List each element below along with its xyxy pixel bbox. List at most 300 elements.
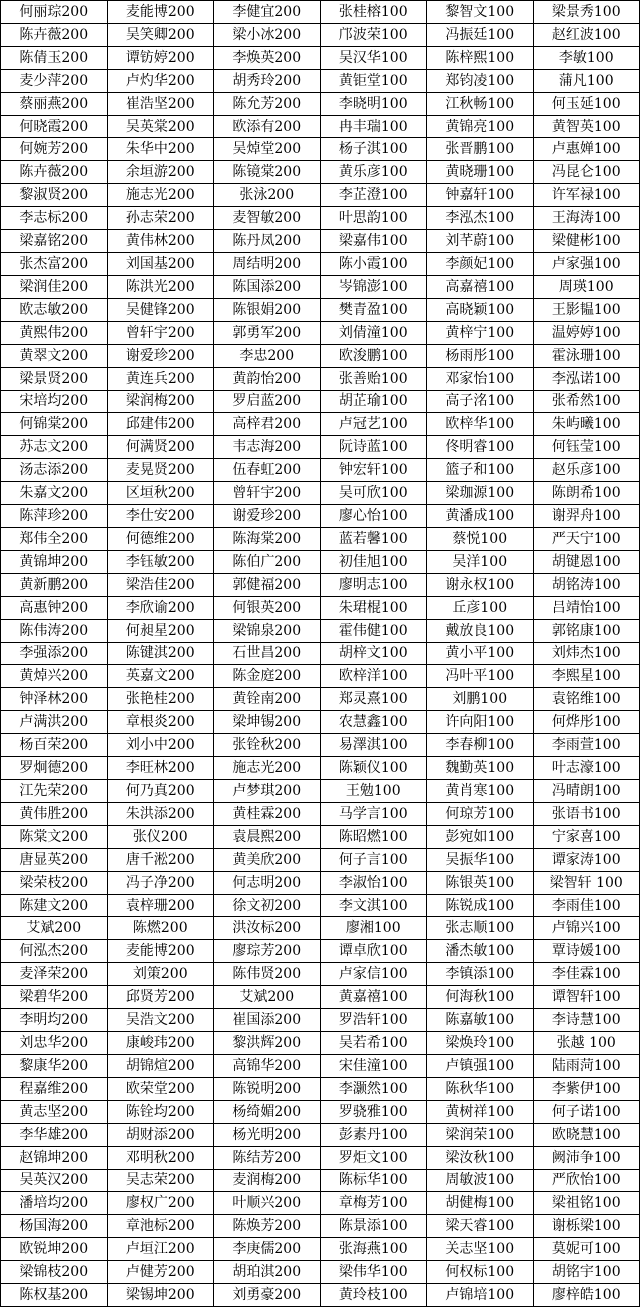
table-cell: 欧梓华100 (427, 413, 534, 436)
table-cell: 何子言100 (321, 849, 428, 872)
table-cell: 李文淇100 (321, 895, 428, 918)
table-cell: 陈国添200 (214, 276, 321, 299)
table-cell: 黄玲枝100 (321, 1284, 428, 1307)
table-cell: 陈锐明200 (214, 1078, 321, 1101)
table-cell: 李晓明100 (321, 93, 428, 116)
table-cell: 陈伟贤200 (214, 963, 321, 986)
table-cell: 英嘉文200 (108, 665, 215, 688)
table-cell: 王影韫100 (534, 299, 640, 322)
table-cell: 陈昭燃100 (321, 826, 428, 849)
table-cell: 张艳桂200 (108, 688, 215, 711)
table-cell: 李熙星100 (534, 665, 640, 688)
table-cell: 李镇添100 (427, 963, 534, 986)
table-cell: 谭智轩100 (534, 986, 640, 1009)
table-cell: 卢梦琪200 (214, 780, 321, 803)
table-cell: 李佳霖100 (534, 963, 640, 986)
table-cell: 黄连兵200 (108, 368, 215, 391)
table-cell: 黄美欣200 (214, 849, 321, 872)
table-cell: 陈秋华100 (427, 1078, 534, 1101)
table-cell: 麦少萍200 (1, 70, 108, 93)
table-cell: 梁小冰200 (214, 24, 321, 47)
table-cell: 郭健福200 (214, 574, 321, 597)
table-cell: 卢惠婵100 (534, 138, 640, 161)
table-cell: 李芷澄100 (321, 184, 428, 207)
table-cell: 陈棠文200 (1, 826, 108, 849)
table-cell: 卢垣江200 (108, 1238, 215, 1261)
table-cell: 许军禄100 (534, 184, 640, 207)
table-cell: 廖琮芳200 (214, 940, 321, 963)
table-cell: 魏勤英100 (427, 757, 534, 780)
table-cell: 卢灼华200 (108, 70, 215, 93)
table-cell: 李焕英200 (214, 47, 321, 70)
table-cell: 黄韵怡200 (214, 368, 321, 391)
table-cell: 梁润佳200 (1, 276, 108, 299)
table-cell: 谭钫婷200 (108, 47, 215, 70)
table-cell: 麦能博200 (108, 1, 215, 24)
table-cell: 谢羿舟100 (534, 505, 640, 528)
table-cell: 钟嘉轩100 (427, 184, 534, 207)
table-cell: 章根炎200 (108, 711, 215, 734)
table-cell: 麦晃贤200 (108, 459, 215, 482)
table-cell: 李雨佳100 (534, 895, 640, 918)
table-cell: 黄潘成100 (427, 505, 534, 528)
table-cell: 汤志添200 (1, 459, 108, 482)
table-cell: 欧志敏200 (1, 299, 108, 322)
table-cell: 梁锦枝200 (1, 1261, 108, 1284)
table-cell: 朱屿曦100 (534, 413, 640, 436)
table-cell: 何玉延100 (534, 93, 640, 116)
table-cell: 杨国海200 (1, 1215, 108, 1238)
table-cell: 谢爱珍200 (108, 345, 215, 368)
table-cell: 陈朗希100 (534, 482, 640, 505)
table-cell: 陈伯广200 (214, 551, 321, 574)
table-cell: 黄铨南200 (214, 688, 321, 711)
table-cell: 胡梓文100 (321, 643, 428, 666)
table-cell: 陈允芳200 (214, 93, 321, 116)
table-cell: 初佳旭100 (321, 551, 428, 574)
table-cell: 施志光200 (214, 757, 321, 780)
table-cell: 梁嘉伟100 (321, 230, 428, 253)
table-cell: 黎洪辉200 (214, 1032, 321, 1055)
table-cell: 杨子淇100 (321, 138, 428, 161)
table-cell: 欧晓慧100 (534, 1124, 640, 1147)
table-cell: 邱贤芳200 (108, 986, 215, 1009)
table-cell: 黄嘉禧100 (321, 986, 428, 1009)
table-cell: 谢栎梁100 (534, 1215, 640, 1238)
table-cell: 梁景秀100 (534, 1, 640, 24)
table-cell: 张铨秋200 (214, 734, 321, 757)
table-cell: 陈权基200 (1, 1284, 108, 1307)
table-cell: 陈梓熙100 (427, 47, 534, 70)
table-cell: 陈铨均200 (108, 1101, 215, 1124)
table-cell: 梁汝秋100 (427, 1147, 534, 1170)
table-cell: 严天宁100 (534, 528, 640, 551)
table-cell: 何烨彤100 (534, 711, 640, 734)
table-cell: 艾斌200 (1, 917, 108, 940)
table-cell: 宋佳潼100 (321, 1055, 428, 1078)
table-cell: 吴焯堂200 (214, 138, 321, 161)
table-cell: 吴笑卿200 (108, 24, 215, 47)
table-cell: 麦智敏200 (214, 207, 321, 230)
table-cell: 刘勇豪200 (214, 1284, 321, 1307)
table-cell: 陈建文200 (1, 895, 108, 918)
table-cell: 冯子净200 (108, 872, 215, 895)
table-cell: 邝波荣100 (321, 24, 428, 47)
table-cell: 卢锦兴100 (534, 917, 640, 940)
table-cell: 陈银娟200 (214, 299, 321, 322)
table-cell: 钟宏轩100 (321, 459, 428, 482)
table-cell: 高惠钟200 (1, 597, 108, 620)
table-cell: 黄肖寒100 (427, 780, 534, 803)
table-cell: 唐显英200 (1, 849, 108, 872)
table-cell: 陈丹凤200 (214, 230, 321, 253)
table-cell: 廖心怡100 (321, 505, 428, 528)
table-cell: 张泳200 (214, 184, 321, 207)
table-cell: 梁智轩 100 (534, 872, 640, 895)
table-cell: 韦志海200 (214, 436, 321, 459)
table-cell: 赵锦坤200 (1, 1147, 108, 1170)
table-cell: 朱洪添200 (108, 803, 215, 826)
table-cell: 罗启蓝200 (214, 391, 321, 414)
table-cell: 黄锦亮100 (427, 116, 534, 139)
table-cell: 黎智文100 (427, 1, 534, 24)
table-cell: 岑锦澎100 (321, 276, 428, 299)
table-cell: 黄梓宁100 (427, 322, 534, 345)
table-cell: 王海涛100 (534, 207, 640, 230)
table-cell: 蒲凡100 (534, 70, 640, 93)
table-cell: 钟泽林200 (1, 688, 108, 711)
table-cell: 黄树祥100 (427, 1101, 534, 1124)
table-cell: 李明均200 (1, 1009, 108, 1032)
table-cell: 易澤淇100 (321, 734, 428, 757)
table-cell: 莫妮可100 (534, 1238, 640, 1261)
table-cell: 梁伟华100 (321, 1261, 428, 1284)
table-cell: 张善贻100 (321, 368, 428, 391)
table-cell: 吴英棠200 (108, 116, 215, 139)
table-cell: 朱嘉文200 (1, 482, 108, 505)
table-cell: 胡健梅100 (427, 1192, 534, 1215)
table-cell: 陈卉薇200 (1, 161, 108, 184)
table-cell: 霍泳珊100 (534, 345, 640, 368)
table-cell: 覃诗媛100 (534, 940, 640, 963)
table-cell: 麦润梅200 (214, 1170, 321, 1193)
table-cell: 胡芷瑜100 (321, 391, 428, 414)
table-cell: 袁梓珊200 (108, 895, 215, 918)
table-cell: 杨绮媚200 (214, 1101, 321, 1124)
table-cell: 唐千淞200 (108, 849, 215, 872)
table-cell: 陈卉薇200 (1, 24, 108, 47)
table-cell: 高锦华200 (214, 1055, 321, 1078)
table-cell: 罗炬文100 (321, 1147, 428, 1170)
table-cell: 黄新鹏200 (1, 574, 108, 597)
table-cell: 胡键恩100 (534, 551, 640, 574)
table-cell: 冯晴朗100 (534, 780, 640, 803)
table-cell: 何泓杰200 (1, 940, 108, 963)
table-cell: 廖湘100 (321, 917, 428, 940)
table-cell: 谢永权100 (427, 574, 534, 597)
table-cell: 篮子和100 (427, 459, 534, 482)
table-cell: 卢健芳200 (108, 1261, 215, 1284)
table-cell: 黎康华200 (1, 1055, 108, 1078)
table-cell: 宁家喜100 (534, 826, 640, 849)
table-cell: 李健宜200 (214, 1, 321, 24)
table-cell: 谢爱珍200 (214, 505, 321, 528)
table-cell: 李泓诺100 (534, 368, 640, 391)
table-cell: 叶志濠100 (534, 757, 640, 780)
table-cell: 冯叶平100 (427, 665, 534, 688)
table-cell: 吴汉华100 (321, 47, 428, 70)
table-cell: 陈萍珍200 (1, 505, 108, 528)
table-cell: 梁焕玲100 (427, 1032, 534, 1055)
table-cell: 陈结芳200 (214, 1147, 321, 1170)
table-cell: 张仪200 (108, 826, 215, 849)
table-cell: 冉丰瑞100 (321, 116, 428, 139)
table-cell: 崔浩坚200 (108, 93, 215, 116)
table-cell: 杨雨彤100 (427, 345, 534, 368)
table-cell: 欧梓洋100 (321, 665, 428, 688)
table-cell: 陈小霞100 (321, 253, 428, 276)
table-cell: 潘培均200 (1, 1192, 108, 1215)
table-cell: 马学言100 (321, 803, 428, 826)
table-cell: 卢家信100 (321, 963, 428, 986)
table-cell: 吴志荣200 (108, 1170, 215, 1193)
table-cell: 李钰敏200 (108, 551, 215, 574)
table-cell: 张晋鹏100 (427, 138, 534, 161)
table-cell: 宋培均200 (1, 391, 108, 414)
table-cell: 李旺林200 (108, 757, 215, 780)
table-cell: 梁碧华200 (1, 986, 108, 1009)
table-cell: 梁嘉铭200 (1, 230, 108, 253)
table-cell: 陈金庭200 (214, 665, 321, 688)
table-cell: 章梅芳100 (321, 1192, 428, 1215)
table-cell: 张越 100 (534, 1032, 640, 1055)
table-cell: 张语书100 (534, 803, 640, 826)
table-cell: 梁珈源100 (427, 482, 534, 505)
table-cell: 罗炯德200 (1, 757, 108, 780)
table-cell: 何婉芳200 (1, 138, 108, 161)
table-cell: 梁荣枝200 (1, 872, 108, 895)
table-cell: 李灏然100 (321, 1078, 428, 1101)
table-cell: 刘鹏100 (427, 688, 534, 711)
table-cell: 黄熙伟200 (1, 322, 108, 345)
table-cell: 吴健锋200 (108, 299, 215, 322)
table-cell: 廖明志100 (321, 574, 428, 597)
table-cell: 朱华中200 (108, 138, 215, 161)
table-cell: 欧锐坤200 (1, 1238, 108, 1261)
table-cell: 高子洺100 (427, 391, 534, 414)
table-cell: 洪汝标200 (214, 917, 321, 940)
table-cell: 黄伟林200 (108, 230, 215, 253)
table-cell: 彭素丹100 (321, 1124, 428, 1147)
table-cell: 袁晨熙200 (214, 826, 321, 849)
table-cell: 冯振廷100 (427, 24, 534, 47)
table-cell: 李敏100 (534, 47, 640, 70)
table-cell: 张杰富200 (1, 253, 108, 276)
table-cell: 廖权广200 (108, 1192, 215, 1215)
table-cell: 郑钧凌100 (427, 70, 534, 93)
table-cell: 严欣怡100 (534, 1170, 640, 1193)
table-cell: 罗骁雅100 (321, 1101, 428, 1124)
table-cell: 张志顺100 (427, 917, 534, 940)
table-cell: 程嘉维200 (1, 1078, 108, 1101)
table-cell: 李华雄200 (1, 1124, 108, 1147)
table-cell: 区垣秋200 (108, 482, 215, 505)
table-cell: 何满贤200 (108, 436, 215, 459)
table-cell: 梁锡坤200 (108, 1284, 215, 1307)
table-cell: 孙志荣200 (108, 207, 215, 230)
table-cell: 黄智英100 (534, 116, 640, 139)
table-cell: 康峻玮200 (108, 1032, 215, 1055)
table-cell: 吴可欣100 (321, 482, 428, 505)
table-cell: 何志明200 (214, 872, 321, 895)
table-cell: 冯昆仑100 (534, 161, 640, 184)
table-cell: 欧添有200 (214, 116, 321, 139)
table-cell: 王勉100 (321, 780, 428, 803)
table-cell: 刘小中200 (108, 734, 215, 757)
table-cell: 梁润荣100 (427, 1124, 534, 1147)
table-cell: 麦能博200 (108, 940, 215, 963)
table-cell: 何昶星200 (108, 620, 215, 643)
table-cell: 何锦棠200 (1, 413, 108, 436)
table-cell: 朱珺棍100 (321, 597, 428, 620)
table-cell: 刘忠华200 (1, 1032, 108, 1055)
table-cell: 黄伟胜200 (1, 803, 108, 826)
table-cell: 李颜妃100 (427, 253, 534, 276)
table-cell: 李泓杰100 (427, 207, 534, 230)
table-cell: 艾斌200 (214, 986, 321, 1009)
table-cell: 吴若希100 (321, 1032, 428, 1055)
table-cell: 蔡悦100 (427, 528, 534, 551)
table-cell: 周瑛100 (534, 276, 640, 299)
table-cell: 李仕安200 (108, 505, 215, 528)
table-cell: 吴英汉200 (1, 1170, 108, 1193)
table-cell: 李雨萱100 (534, 734, 640, 757)
table-cell: 温婷婷100 (534, 322, 640, 345)
table-cell: 麦泽荣200 (1, 963, 108, 986)
table-cell: 陈颖仪100 (321, 757, 428, 780)
table-cell: 江先荣200 (1, 780, 108, 803)
table-cell: 樊青盈100 (321, 299, 428, 322)
table-cell: 梁天睿100 (427, 1215, 534, 1238)
table-cell: 崔国添200 (214, 1009, 321, 1032)
table-cell: 叶思韵100 (321, 207, 428, 230)
table-cell: 伍春虹200 (214, 459, 321, 482)
table-cell: 陈镜棠200 (214, 161, 321, 184)
table-cell: 卢冠艺100 (321, 413, 428, 436)
table-cell: 陈倩玉200 (1, 47, 108, 70)
table-cell: 谭家涛100 (534, 849, 640, 872)
table-cell: 何乃真200 (108, 780, 215, 803)
table-cell: 刘国基200 (108, 253, 215, 276)
table-cell: 卢家强100 (534, 253, 640, 276)
table-cell: 黄晓珊100 (427, 161, 534, 184)
table-cell: 刘倩潼100 (321, 322, 428, 345)
table-cell: 杨光明200 (214, 1124, 321, 1147)
table-cell: 罗浩轩100 (321, 1009, 428, 1032)
table-cell: 何晓霞200 (1, 116, 108, 139)
table-cell: 高嘉禧100 (427, 276, 534, 299)
table-cell: 高晓颖100 (427, 299, 534, 322)
table-cell: 黄翠文200 (1, 345, 108, 368)
table-cell: 佟明睿100 (427, 436, 534, 459)
table-cell: 梁坤锡200 (214, 711, 321, 734)
table-cell: 叶顺兴200 (214, 1192, 321, 1215)
table-cell: 吴浩文200 (108, 1009, 215, 1032)
table-cell: 曾轩宇200 (108, 322, 215, 345)
table-cell: 潘杰敏100 (427, 940, 534, 963)
table-cell: 谭卓欣100 (321, 940, 428, 963)
table-cell: 高梓君200 (214, 413, 321, 436)
table-cell: 黄钜堂100 (321, 70, 428, 93)
table-cell: 蓝若馨100 (321, 528, 428, 551)
table-cell: 李紫伊100 (534, 1078, 640, 1101)
table-cell: 卢镇强100 (427, 1055, 534, 1078)
table-cell: 黄焯兴200 (1, 665, 108, 688)
table-cell: 陈海棠200 (214, 528, 321, 551)
table-cell: 黄桂霖200 (214, 803, 321, 826)
table-cell: 施志光200 (108, 184, 215, 207)
table-cell: 余垣游200 (108, 161, 215, 184)
table-cell: 许向阳100 (427, 711, 534, 734)
table-cell: 胡铭涛100 (534, 574, 640, 597)
table-cell: 李春柳100 (427, 734, 534, 757)
table-cell: 邓家怡100 (427, 368, 534, 391)
table-cell: 梁润梅200 (108, 391, 215, 414)
table-cell: 黄小平100 (427, 643, 534, 666)
table-cell: 何钰莹100 (534, 436, 640, 459)
table-cell: 李欣谕200 (108, 597, 215, 620)
table-cell: 胡铭宇100 (534, 1261, 640, 1284)
table-cell: 张希然100 (534, 391, 640, 414)
table-cell: 周敏波100 (427, 1170, 534, 1193)
table-cell: 陈银英100 (427, 872, 534, 895)
table-cell: 阮诗蓝100 (321, 436, 428, 459)
table-cell: 曾轩宇200 (214, 482, 321, 505)
table-cell: 梁祖铭100 (534, 1192, 640, 1215)
table-cell: 卢满洪200 (1, 711, 108, 734)
table-cell: 李强添200 (1, 643, 108, 666)
table-cell: 张海燕100 (321, 1238, 428, 1261)
table-cell: 陈嘉敏100 (427, 1009, 534, 1032)
table-cell: 何子诺100 (534, 1101, 640, 1124)
table-cell: 黎淑贤200 (1, 184, 108, 207)
table-cell: 黄志坚200 (1, 1101, 108, 1124)
table-cell: 陈键淇200 (108, 643, 215, 666)
table-cell: 李淑怡100 (321, 872, 428, 895)
table-cell: 邱建伟200 (108, 413, 215, 436)
table-cell: 何德维200 (108, 528, 215, 551)
table-cell: 赵红波100 (534, 24, 640, 47)
table-cell: 梁健彬100 (534, 230, 640, 253)
table-cell: 关志坚100 (427, 1238, 534, 1261)
table-cell: 廖梓皓100 (534, 1284, 640, 1307)
table-cell: 陈焕芳200 (214, 1215, 321, 1238)
table-cell: 陈洪光200 (108, 276, 215, 299)
table-cell: 何银英200 (214, 597, 321, 620)
table-cell: 章池标200 (108, 1215, 215, 1238)
table-cell: 刘炜杰100 (534, 643, 640, 666)
table-cell: 卢锦培100 (427, 1284, 534, 1307)
table-cell: 李诗慧100 (534, 1009, 640, 1032)
table-cell: 陆雨菏100 (534, 1055, 640, 1078)
table-cell: 戴放良100 (427, 620, 534, 643)
table-cell: 郑伟全200 (1, 528, 108, 551)
table-cell: 袁铭维100 (534, 688, 640, 711)
table-cell: 陈景添100 (321, 1215, 428, 1238)
table-cell: 吴洋100 (427, 551, 534, 574)
table-cell: 刘策200 (108, 963, 215, 986)
table-cell: 何权标100 (427, 1261, 534, 1284)
